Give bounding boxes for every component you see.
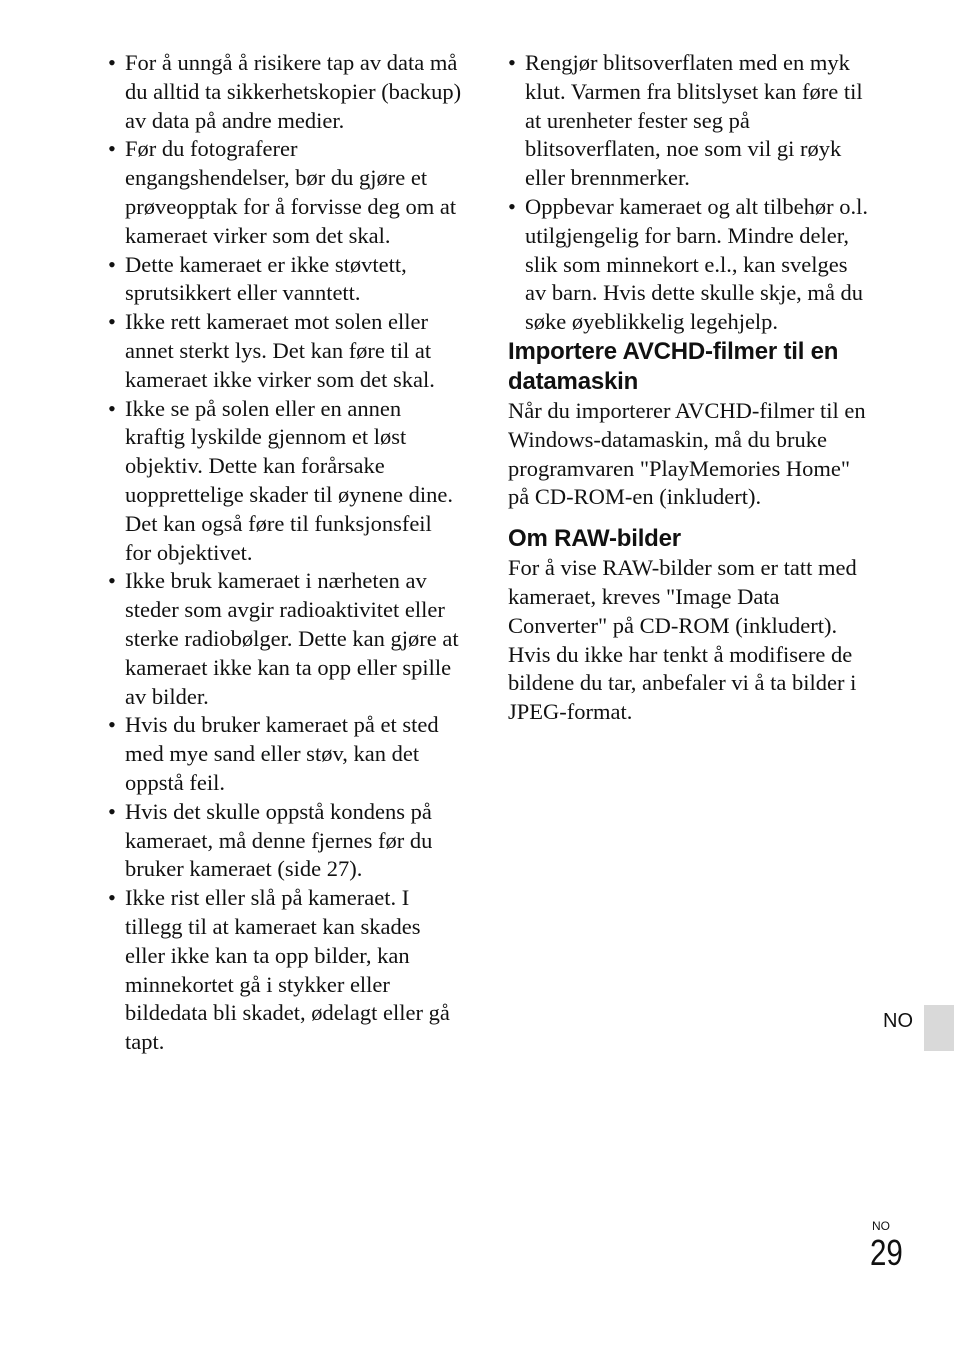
bullet-icon: • (108, 136, 116, 162)
bullet-icon: • (508, 50, 516, 75)
list-item-text: Ikke bruk kameraet i nærheten av steder som avgir radioaktivitet eller sterke radiobølger. Dette kan gjøre at kameraet ikke kan ta opp eller spille av bilder. (125, 568, 459, 709)
list-item-text: Ikke rett kameraet mot solen eller annet sterkt lys. Det kan føre til at kameraet ikke virker som det skal. (125, 309, 435, 392)
list-item-text: Oppbevar kameraet og alt tilbehør o.l. utilgjengelig for barn. Mindre deler, slik som minnekort e.l., kan svelges av barn. Hvis dette skulle skje, må du søke øyeblikkelig legehjelp. (525, 193, 869, 335)
bullet-icon: • (108, 885, 116, 911)
list-item (108, 135, 463, 250)
section-body-raw: For å vise RAW-bilder som er tatt med kameraet, kreves "Image Data Converter" på CD-ROM (inkludert). Hvis du ikke har tenkt å modifisere de bildene du tar, anbefaler vi å ta bilder i JPEG-format. (508, 555, 857, 725)
list-item-text: Hvis det skulle oppstå kondens på kameraet, må denne fjernes før du bruker kameraet (side 27). (125, 798, 433, 882)
list-item (108, 884, 463, 1057)
section-heading-raw: Om RAW-bilder (508, 525, 681, 553)
section-heading-avchd: Importere AVCHD-filmer til en datamaskin (508, 337, 839, 395)
list-item-text: Dette kameraet er ikke støvtett, sprutsikkert eller vanntett. (125, 251, 407, 306)
list-item-text: Før du fotograferer engangshendelser, bør du gjøre et prøveopptak for å forvisse deg om at kameraet virker som det skal. (125, 136, 457, 248)
bullet-icon: • (108, 251, 116, 277)
right-column (508, 49, 868, 739)
left-column (108, 49, 463, 1057)
bullet-icon: • (108, 568, 116, 594)
footer-language: NO (872, 1219, 890, 1233)
list-item-text: Ikke rist eller slå på kameraet. I tillegg til at kameraet kan skades eller ikke kan ta opp bilder, kan minnekortet gå i stykker eller bildedata bli skadet, ødelagt eller gå tapt. (125, 885, 450, 1055)
bullet-icon: • (108, 309, 116, 335)
list-item (108, 395, 463, 568)
list-item (108, 308, 463, 394)
language-tab-label: NO (883, 1010, 913, 1032)
section-body-avchd: Når du importerer AVCHD-filmer til en Windows-datamaskin, må du bruke programvaren "PlayMemories Home" på CD-ROM-en (inkludert). (508, 397, 866, 510)
list-item (108, 711, 463, 797)
list-item-text: For å unngå å risikere tap av data må du alltid ta sikkerhetskopier (backup) av data på andre medier. (125, 50, 462, 133)
list-item (108, 798, 463, 884)
page-number: 29 (870, 1232, 903, 1273)
list-item-text: Ikke se på solen eller en annen kraftig lyskilde gjennom et løst objektiv. Dette kan forårsake uopprettelige skader til øynene dine. Det kan også føre til funksjonsfeil for objektivet. (125, 395, 454, 565)
list-item (108, 251, 463, 309)
language-tab-marker (924, 1005, 954, 1051)
list-item (108, 567, 463, 711)
bullet-icon: • (108, 395, 116, 421)
list-item (108, 49, 463, 135)
bullet-icon: • (108, 712, 116, 738)
list-item-text: Hvis du bruker kameraet på et sted med mye sand eller støv, kan det oppstå feil. (125, 712, 439, 795)
list-item-text: Rengjør blitsoverflaten med en myk klut. Varmen fra blitslyset kan føre til at urenheter fester seg på blitsoverflaten, noe som vil gi røyk eller brennmerker. (525, 50, 863, 191)
left-bullet-list (108, 49, 463, 1057)
right-bullet-list (508, 49, 868, 337)
bullet-icon: • (108, 798, 116, 824)
bullet-icon: • (508, 193, 516, 219)
list-item (508, 193, 868, 337)
list-item (508, 49, 868, 193)
bullet-icon: • (108, 50, 116, 75)
